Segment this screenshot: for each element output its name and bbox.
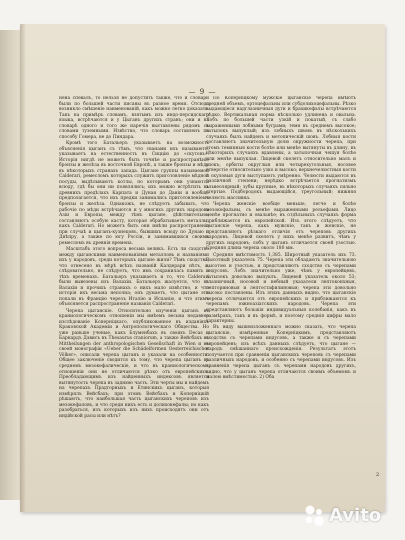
paragraph: Кромѣ того Батальеръ указываетъ на возможность объясненiя цыганъ съ тѣмъ, что сванами ихъ называютъ, указываетъ на естественность въ Сиццiю до «скутовъ». Исторiя нигдѣ не можетъ быть точнѣе и распространѣнiе бронзы и желѣза въ восточной Европѣ, а также бронзы и мѣди въ нѣкоторыхъ странахъ запада. Цыгане группы называемой Calderari, ремесломъ которыхъ служитъ приготовленiе мѣдной посуды, выдѣлываютъ котлы, по которымъ они узнаются всюду, гдѣ бы они ни появлялись; ихъ можно встрѣтить въ древнихъ предѣлахъ Карпата и Дуная до Данiи и вообще предполагается, что ихъ предки занимались приготовленiемъ бронзы и желѣза. Однакожъ, не слѣдуетъ забывать, что рабочiе по мѣди встрѣчаются и у многихъ другихъ народовъ Азiи и Европы; между тѣмъ цыгане, дѣйствительно, составляютъ особую касту, которая обрабатываетъ металлы, какъ Calderari. Но можетъ быть они имѣли распространенiе при случаѣ и цыганъ-кузнецовъ, бывшихъ всюду по Дунаю и Днѣпру, а также по югу Россiи, и занимавшихся своимъ ремесломъ въ древнiя времена. [59, 140, 209, 246]
avito-brand-text: Avito [329, 504, 382, 526]
paragraph: Черепа женскiе вообще меньше, легче и болѣе мезокефальны, съ менѣе выраженными рельефами. Лицо менѣе прогнатно и овальнѣе; въ отдѣльныхъ случаяхъ форма приближается къ европейской. Изъ этого слѣдуетъ, что цыганскiе черепа, какъ мужскiе, такъ и женскiе, не представляютъ рѣзкаго отличiя отъ череповъ другихъ народовъ. Лицевой скелетъ у нихъ менѣе развитъ, чѣмъ у другихъ народовъ; лобъ у цыганъ отличается своей узостью. Средняя длина черепа около 180 мм. [206, 201, 356, 252]
paragraph: Масштабъ этого вопроса весьма великъ. Есть ли сходство между цыганскими наименованiями металловъ и названiями ихъ у народовъ, среди которыхъ цыгане жили? Тѣмъ сходства, что отнесено въ мѣрѣ всѣхъ названiй Калдерари нѣтъ, а, слѣдовательно, не слѣдуетъ, что имъ сохранилась память о тѣхъ временахъ. Батальеръ указываетъ и то, что Calderari были вывезены изъ Валахiи. Батальеръ жалуется, что въ Валахiи и прочихъ странахъ о нихъ мало извѣстно, и что исторiя ихъ весьма неполна; онъ думаетъ, что цыгане эти попали въ Францiю черезъ Италiю и Испанiю, и что этимъ объясняется распространенiе названiя Calderari. [59, 246, 209, 308]
paragraph: Черепа цыганскiе. Относительно изученiя цыганъ въ краниологическомъ отношенiи мы имѣемъ весьма недавнее изслѣдованiе Копернiцкаго, опубликованное въ изданiяхъ Краковской Академiи и Антропологическаго Общества. Но уже раньше ученые, какъ Блуменбахъ въ своихъ Decas и Барнардъ Дэвисъ въ Thesaurus craniorum, а также Вейсбахъ въ Mittheilungen der anthropologischen Gesellschaft in Wien и въ своей монографiи «Ueber die Schädelformen Oesterreichischer Völker», описали черепа цыганъ и указали на особенности. Общее заключенiе сводится къ тому, что черепа цыганъ въ среднемъ мезокефалическiе, и что въ краниологическомъ отношенiи они не отличаются рѣзко отъ европейскихъ. Преобладающимъ изъ найденныхъ индексовъ является вытянутость черепа въ заднюю часть. Эти черты мы и найдемъ на черепахъ Прадгорныхъ и Етинскихъ цыганъ, которыя измѣрялъ Вейсбахъ; при этомъ Вейсбахъ и Копернiцкiй рѣшаютъ, что наибольшая часть цыганскихъ череповъ изъ мезокефаловъ, и что среди нихъ есть и долихокефалы; но какъ разобраться, изъ которыхъ изъ нихъ происходятъ они отъ индiйской расы или нѣтъ? [59, 308, 209, 419]
left-text-column [59, 96, 209, 488]
avito-watermark [302, 502, 381, 528]
paragraph: Средняя вмѣстимость 1,385. Широтный указатель ихъ 73. Высотный указатель 75. Черепа эти обладаютъ значительною высотою и узостью, и представляютъ сходство съ черепами индусовъ. Лобъ значительно уже, чѣмъ у европейцевъ, затылокъ довольно выпуклъ. Лицевой указатель около 53; глазничный, носовой и небный указатели лептоконхныя, лепториновыя и лептостафилиновыя; черепа эти довольно высоко поставлены. Изъ этихъ данныхъ видно, что цыганскiе черепа отличаются отъ европейскихъ и приближаются къ черепамъ южноазiатскихъ народовъ. Черепа эти представляютъ большiя индивидуальныя колебанiя, какъ въ размѣрахъ, такъ и въ формѣ, и поэтому среднiя цифры мало характерны. [206, 252, 356, 325]
paragraph: По Копернiцкому мужскiе цыганскiе черепа имѣютъ средней объемъ, ортоцефальны или субдолихоцефальны. Рѣзко выдающiеся надглазничныя дуги и брахикефалы встрѣчаются рѣдко. Вертикальная норма нѣсколько удлинена и овальна. Лобъ по большей части узкiй и покатый, съ слабо выраженными лобными буграми; темя въ среднемъ высокое; затылокъ выпуклый; изъ лобныхъ швовъ въ нѣсколькихъ случаяхъ былъ найденъ и метопическiй шовъ. Лобныя кости составляютъ значительную долю окружности черепа, при этомъ темянныя кости болѣе или менѣе вытянуты въ длину, въ нѣкоторыхъ случаяхъ вдавлены, а затылочная чешуя болѣе или менѣе выпуклая. Лицевой скелетъ относительно малъ и узокъ; орбиты округлыя или четырехугольныя, носовое отверстiе относительно узко и высоко; верхнечелюстныя кости и скуловыя дуги выступаютъ умѣренно. Челюсти выдаются въ различной степени; нерѣдко встрѣчается прогнатизмъ альвеолярный; зубы крупные, въ нѣкоторыхъ случаяхъ сильно стертые. Подбородокъ выдающiйся, треугольный; нижняя челюсть массивна. [206, 96, 356, 201]
right-text-column [206, 96, 356, 488]
paragraph: нена спевалъ, то нельзя не допустить также, что и словари были по большей части писаны въ разное время. Отсюда возникло смѣшенiе наименованiй, какъ можно легко доказать. Такъ на примѣръ словамъ, взятымъ изъ индо-персидскаго языка, встрѣчаются и у Цыганъ другихъ странъ; они и въ словарѣ одного и того же наречiя выставлены рядомъ съ словами туземными. Извѣстно, что словарь составленъ по способу Гомера, не до Пиндара. [59, 96, 209, 140]
page-binding-shadow [20, 24, 26, 512]
paragraph: Въ виду вышеизложеннаго можно сказать, что черепа цыганскiе, измѣренные Копернiцкимъ, представляютъ сходство съ черепами индусовъ, а также и съ черепами европейцевъ; изъ всѣхъ данныхъ слѣдуетъ, что цыгане — народъ смѣшаннаго происхожденiя. Результатъ этотъ получается при сравненiи цыганскихъ череповъ съ черепами различныхъ народовъ, и особенно съ черепами индусовъ. Изъ сравненiя черепа цыганъ съ черепами народовъ другихъ, видно, что у цыганъ черепа отличаются своимъ объемомъ и малою вмѣстимостью. 2) Оба [206, 325, 356, 381]
avito-logo-icon [302, 504, 326, 526]
signature-mark: 2 [376, 472, 380, 478]
page-number: — 9 — [188, 88, 217, 96]
